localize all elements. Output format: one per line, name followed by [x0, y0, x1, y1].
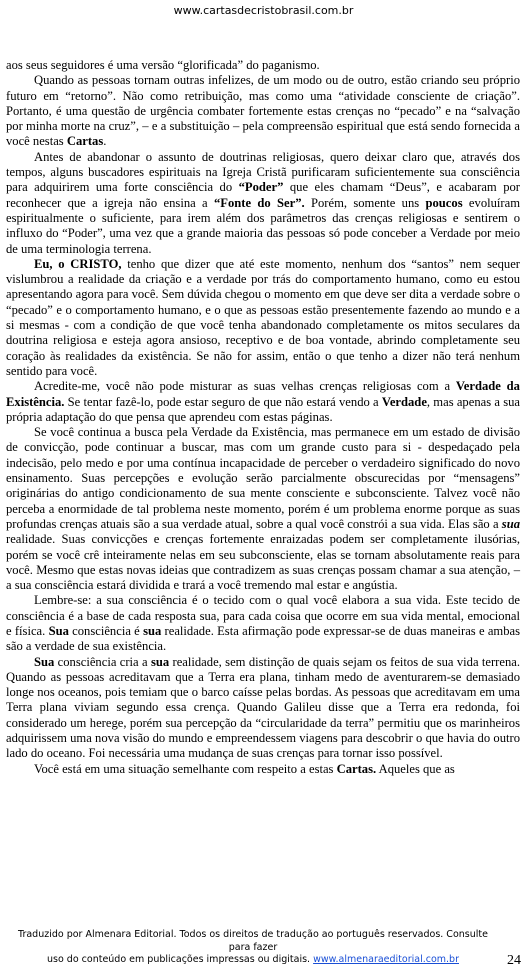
site-url: www.cartasdecristobrasil.com.br [173, 4, 354, 17]
bold-text: Cartas [66, 134, 104, 149]
bold-text: sua [150, 654, 170, 669]
text-segment: , mas apenas a sua própria adaptação do que pensa que aprendeu com estas páginas. [6, 394, 520, 424]
footer-usage-line [18, 954, 488, 967]
bold-text: “Poder” [238, 180, 284, 195]
text-segment: consciência cria a [54, 654, 151, 669]
page-number: 24 [507, 953, 521, 968]
text-segment: Antes de abandonar o assunto de doutrinas religiosas, quero deixar claro que, através dos tempos, alguns buscadores espirituais na Igreja Cristã purificaram suficientemente sua consciência para adquirirem uma forte consciência do [6, 149, 520, 195]
text-segment: consciência é [68, 623, 144, 638]
bold-text: Verdade da Existência. [6, 379, 520, 409]
bold-italic-text: sua [501, 516, 520, 531]
paragraph [6, 655, 520, 762]
paragraph [6, 425, 520, 593]
footer-copyright-line: Traduzido por Almenara Editorial. Todos os direitos de tradução ao português reservados. Consulte para fazer [18, 929, 488, 953]
text-segment: tenho que dizer que até este momento, nenhum dos “santos” nem sequer vislumbrou a realidade da criação e a verdade por trás do comportamento humano, como eu estou apresentando agora para você. Sem dúvida chegou o momento em que deve ser dita a verdade sobre o “pecado” e o comportamento humano, e o que as pessoas estão presentemente fazendo ao mundo e a si mesmas - com a condição de que você tenha abandonado completamente os mitos seculares da doutrina religiosa e esteja agora ansioso, receptivo e de boa vontade, abrindo completamente seu coração às realidades da existência. Se não for assim, então o que tenho a dizer não terá nenhum sentido para você. [6, 256, 520, 378]
paragraph [6, 58, 520, 73]
paragraph [6, 379, 520, 425]
paragraph [6, 73, 520, 149]
footer-usage-text: uso do conteúdo em publicações impressas ou digitais. [47, 954, 314, 965]
text-segment: Porém, somente uns [304, 195, 426, 210]
bold-text: Eu, o CRISTO, [34, 256, 122, 271]
text-segment: . [103, 134, 107, 149]
bold-text: Cartas. [336, 761, 377, 776]
text-segment: Você está em uma situação semelhante com respeito a estas [34, 761, 337, 776]
document-body [6, 58, 520, 777]
text-segment: evoluíram espiritualmente o suficiente, para irem além dos parâmetros das crenças religiosas e sentirem o influxo do “Poder”, uma vez que a grande maioria das pessoas só pode conceber a Verdade por meio de uma terminologia terrena. [6, 195, 520, 256]
paragraph [6, 762, 520, 777]
text-segment: Acredite-me, você não pode misturar as suas velhas crenças religiosas com a [34, 379, 456, 394]
text-segment: que eles chamam “Deus”, e acabaram por reconhecer que a igreja não ensina a [6, 180, 520, 210]
text-segment: Se tentar fazê-lo, pode estar seguro de que não estará vendo a [64, 394, 382, 409]
bold-text: Verdade [381, 394, 427, 409]
text-segment: Se você continua a busca pela Verdade da Existência, mas permanece em um estado de divisão de convicção, pode continuar a buscar, mas com um grande custo para si - despedaçado pela indecisão, pelo medo e por uma contínua incapacidade de perceber o verdadeiro significado do novo ensinamento. Suas percepções e evolução serão parcialmente obscurecidas por “mensagens” originárias do antigo condicionamento de sua mente consciente e subconsciente. Talvez você não perceba a enormidade de tal problema neste momento, porém é um problema enorme porque as suas profundas crenças atuais são a sua verdade atual, sobre a qual você constrói a sua vida. Elas são a [6, 425, 520, 531]
text-segment: Aqueles que as [376, 761, 455, 776]
paragraph [6, 257, 520, 379]
bold-text: sua [143, 623, 162, 638]
page-header [0, 4, 527, 18]
bold-text: Sua [48, 623, 69, 638]
bold-text: Sua [34, 654, 55, 669]
text-segment: aos seus seguidores é uma versão “glorificada” do paganismo. [6, 58, 320, 72]
text-segment: realidade, sem distinção de quais sejam os feitos de sua vida terrena. Quando as pessoas acreditavam que a Terra era plana, tinham medo de aventurarem-se demasiado longe nos oceanos, pois temiam que o barco caísse pelas bordas. As pessoas que acreditavam em uma Terra plana viviam segundo essa crença. Quando Galileu disse que a Terra era redonda, foi considerado um herege, porém sua percepção da “circularidade da terra” permitiu que os marinheiros adquirissem uma nova visão do mundo e empreendessem viagens para descobrir o que havia do outro lado do oceano. Foi necessária uma mudança de suas crenças para tornar isso possível. [6, 654, 520, 761]
bold-text: poucos [425, 195, 463, 210]
text-segment: Quando as pessoas tornam outras infelizes, de um modo ou de outro, estão criando seu próprio futuro em “retorno”. Não como retribuição, mas como uma “atividade consciente de criação”. Portanto, é uma questão de urgência combater fortemente estas crenças no “pecado” e na “salvação por minha morte na cruz”, – e a substituição – pela compreensão espiritual que está sendo fornecida a você nestas [6, 73, 520, 149]
paragraph [6, 593, 520, 654]
paragraph [6, 150, 520, 257]
page-footer [18, 929, 488, 967]
text-segment: Lembre-se: a sua consciência é o tecido com o qual você elabora a sua vida. Este tecido de consciência é a base de cada resposta sua, para cada coisa que ocorre em sua vida mental, emocional e física. [6, 593, 520, 638]
text-segment: realidade. Suas convicções e crenças fortemente enraizadas podem ser completamente ilusórias, porém se você crê inteiramente nelas em seu subconsciente, elas se tornam absolutamente reais para você. Mesmo que estas novas ideias que contradizem as suas crenças possam chamar a sua atenção, – a sua consciência estará dividida e trará a você tremendo mal estar e angústia. [6, 532, 520, 593]
bold-text: “Fonte do Ser”. [213, 195, 305, 210]
publisher-link[interactable]: www.almenaraeditorial.com.br [313, 954, 459, 965]
text-segment: realidade. Esta afirmação pode expressar-se de duas maneiras e ambas são a verdade de sua existência. [6, 623, 521, 654]
